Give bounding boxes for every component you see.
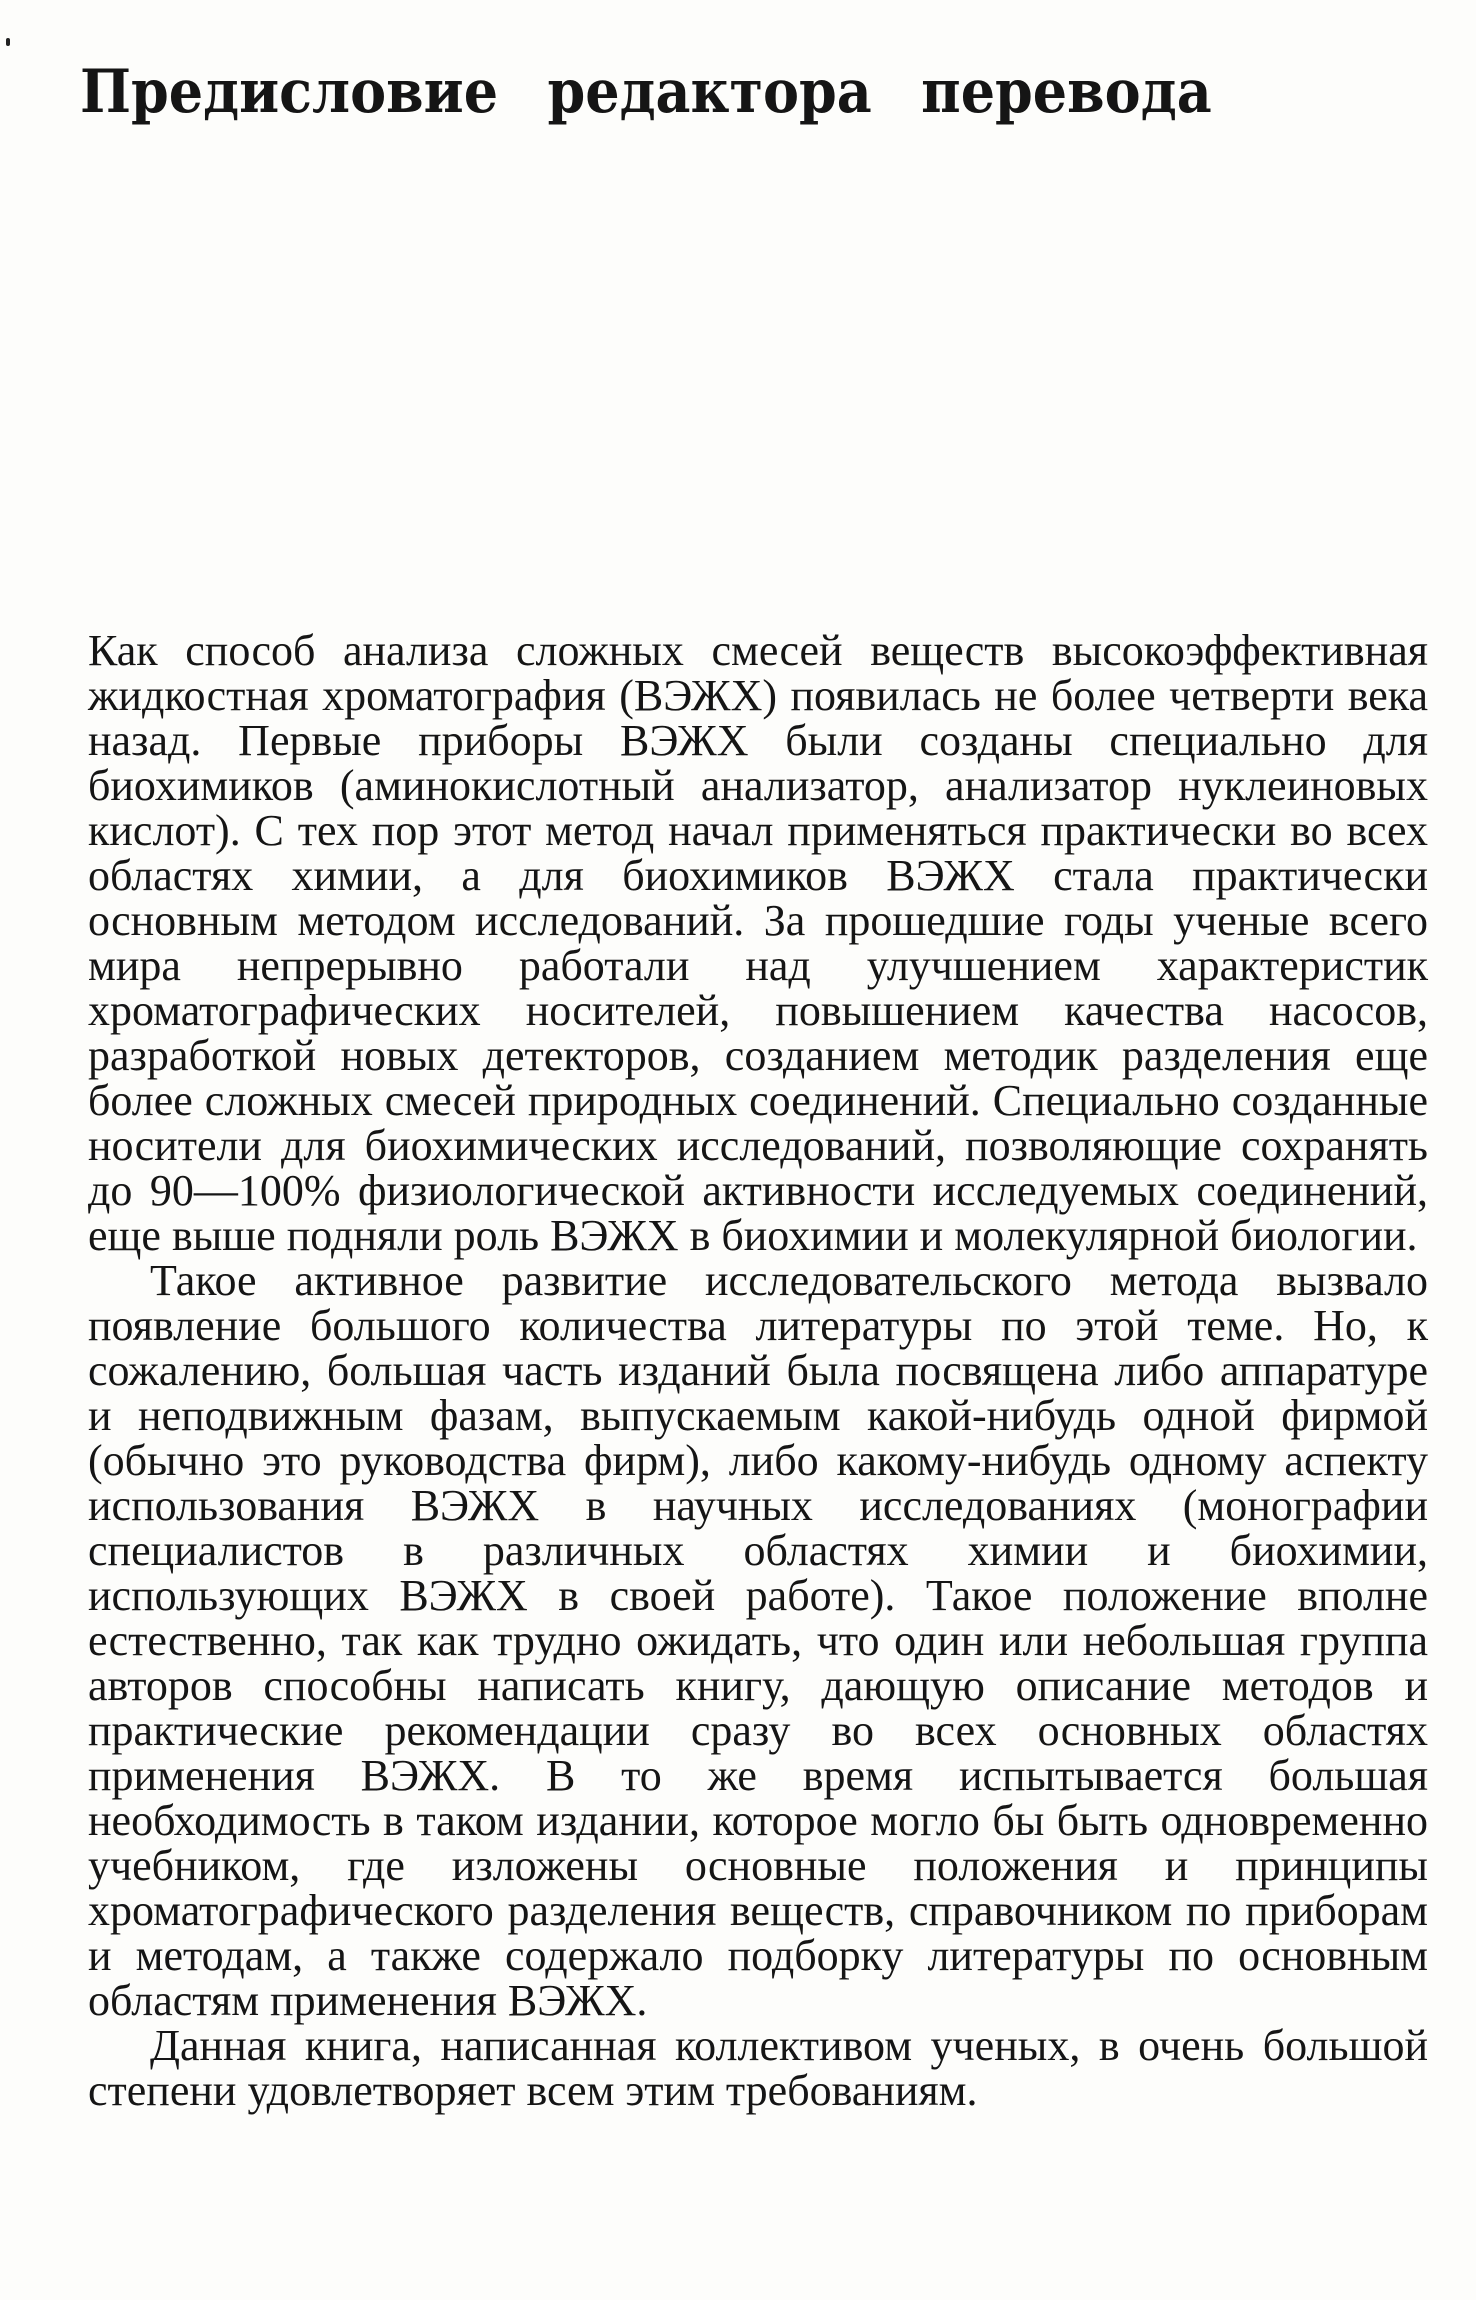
paragraph-literature: Такое активное развитие исследовательского метода вызвало появление большого количества литературы по этой теме. Но, к сожалению, большая часть изданий была посвящена либо аппаратуре и неподвижным фазам, выпускаемым какой-нибудь одной фирмой (обычно это руководства фирм), либо какому-нибудь одному аспекту использования ВЭЖХ в научных исследованиях (монографии специалистов в различных областях химии и биохимии, использующих ВЭЖХ в своей работе). Такое положение вполне естественно, так как трудно ожидать, что один или небольшая группа авторов способны написать книгу, дающую описание методов и практические рекомендации сразу во всех основных областях применения ВЭЖХ. В то же время испытывается большая необходимость в таком издании, которое могло бы быть одновременно учебником, где изложены основные положения и принципы хроматографического разделения веществ, справочником по приборам и методам, а также содержало подборку литературы по основным областям применения ВЭЖХ. xyxy=(88,1256,1428,2025)
page-title: Предисловие редактора перевода xyxy=(80,57,1212,127)
paragraph-intro: Как способ анализа сложных смесей веществ высокоэффективная жидкостная хроматография (ВЭЖХ) появилась не более четверти века назад. Первые приборы ВЭЖХ были созданы специально для биохимиков (аминокислотный анализатор, анализатор нуклеиновых кислот). С тех пор этот метод начал применяться практически во всех областях химии, а для биохимиков ВЭЖХ стала практически основным методом исследований. За прошедшие годы ученые всего мира непрерывно работали над улучшением характеристик хроматографических носителей, повышением качества насосов, разработкой новых детекторов, созданием методик разделения еще более сложных смесей природных соединений. Специально созданные носители для биохимических исследований, позволяющие сохранять до 90—100% физиологической активности исследуемых соединений, еще выше подняли роль ВЭЖХ в биохимии и молекулярной биологии. xyxy=(88,626,1428,1260)
scan-speck xyxy=(6,38,10,46)
preface-body xyxy=(88,628,1428,2113)
paragraph-conclusion: Данная книга, написанная коллективом ученых, в очень большой степени удовлетворяет всем этим требованиям. xyxy=(88,2021,1428,2115)
